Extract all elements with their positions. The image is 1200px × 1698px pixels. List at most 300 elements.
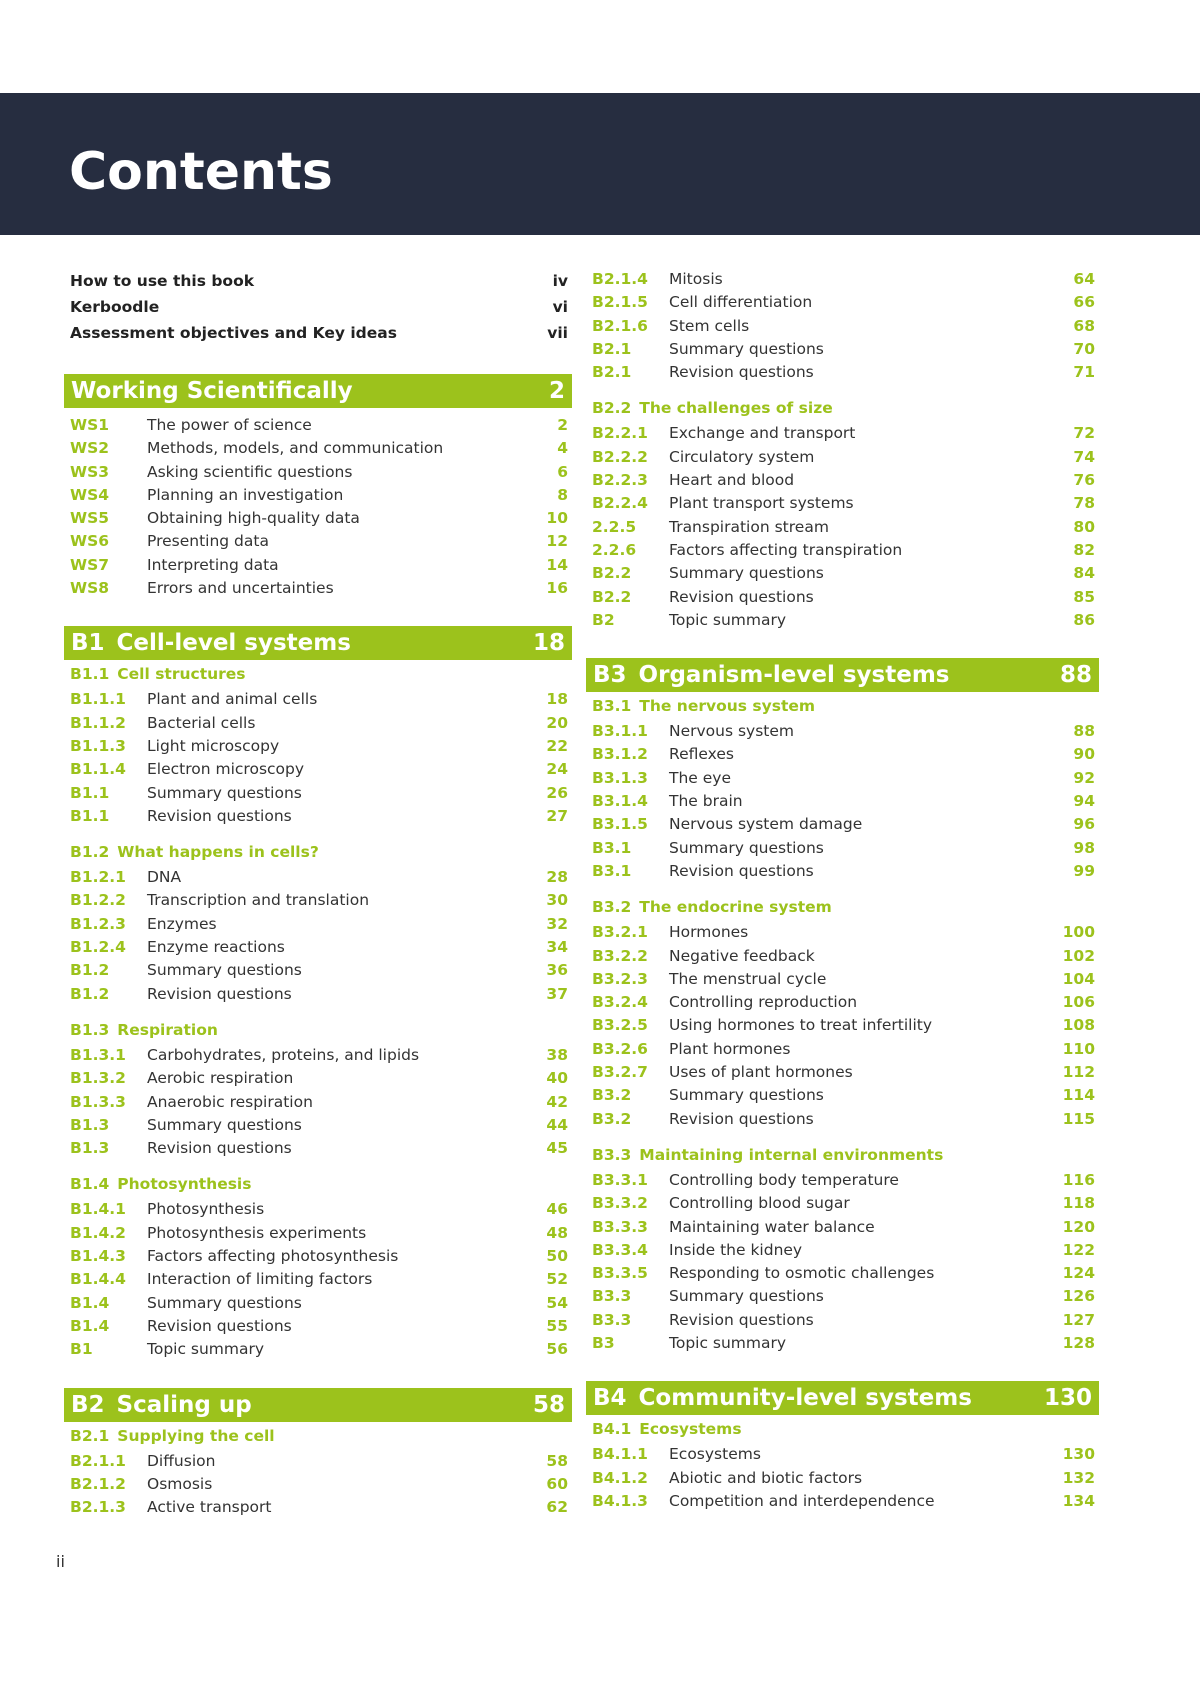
toc-entry-page: 118 xyxy=(1062,1194,1095,1213)
toc-entry[interactable] xyxy=(586,1443,1099,1466)
toc-entry-title: Topic summary xyxy=(147,1340,265,1359)
toc-entry[interactable] xyxy=(64,1268,572,1291)
toc-entry-page: 86 xyxy=(1073,610,1095,629)
toc-entry-page: 8 xyxy=(557,485,568,504)
toc-entry-title: Factors affecting transpiration xyxy=(669,540,903,559)
toc-entry[interactable] xyxy=(64,1044,572,1067)
toc-entry-code: B3.3.2 xyxy=(592,1194,648,1213)
toc-entry-title: Maintaining water balance xyxy=(669,1217,875,1236)
toc-entry-title: Presenting data xyxy=(147,532,269,551)
toc-entry[interactable] xyxy=(586,743,1099,766)
section-heading-b3-2[interactable]: B3.2 The endocrine system xyxy=(592,898,832,917)
toc-entry[interactable] xyxy=(586,1038,1099,1061)
toc-entry-title: Photosynthesis xyxy=(147,1200,265,1219)
toc-entry[interactable] xyxy=(586,1014,1099,1037)
toc-entry[interactable] xyxy=(64,484,572,507)
toc-entry-title: Hormones xyxy=(669,923,749,942)
toc-entry-code: WS3 xyxy=(70,462,110,481)
toc-entry-code: B1.3.1 xyxy=(70,1045,126,1064)
toc-entry[interactable] xyxy=(586,446,1099,469)
chapter-heading-b2[interactable]: B2 Scaling up 58 xyxy=(64,1388,572,1422)
toc-entry[interactable] xyxy=(64,688,572,711)
toc-entry-title: Summary questions xyxy=(147,1115,302,1134)
toc-entry-page: 30 xyxy=(546,891,568,910)
toc-entry-title: Summary questions xyxy=(669,564,824,583)
toc-entry-title: Revision questions xyxy=(669,861,814,880)
toc-entry[interactable] xyxy=(586,790,1099,813)
toc-entry[interactable] xyxy=(64,1198,572,1221)
toc-entry-page: 37 xyxy=(546,984,568,1003)
toc-entry-title: Heart and blood xyxy=(669,471,795,490)
toc-entry[interactable] xyxy=(586,315,1099,338)
toc-entry[interactable] xyxy=(64,507,572,530)
toc-entry-page: 126 xyxy=(1062,1287,1095,1306)
b1-3-list xyxy=(64,1044,572,1160)
toc-entry-page: 16 xyxy=(546,579,568,598)
toc-entry-title: Competition and interdependence xyxy=(669,1491,935,1510)
toc-entry-page: 45 xyxy=(546,1139,568,1158)
toc-entry[interactable] xyxy=(64,1245,572,1268)
toc-entry-page: 78 xyxy=(1073,494,1095,513)
toc-entry[interactable] xyxy=(586,921,1099,944)
toc-entry-title: Revision questions xyxy=(669,1310,814,1329)
toc-entry-page: 42 xyxy=(546,1092,568,1111)
section-heading-b3-3[interactable]: B3.3 Maintaining internal environments xyxy=(592,1145,944,1164)
toc-entry[interactable] xyxy=(64,1222,572,1245)
toc-left-column xyxy=(64,268,572,1519)
toc-entry-title: Obtaining high-quality data xyxy=(147,509,360,528)
toc-entry-code: B1.2.4 xyxy=(70,938,126,957)
toc-entry[interactable] xyxy=(586,1309,1099,1332)
toc-entry-code: WS6 xyxy=(70,532,110,551)
toc-entry-code: B1.2.1 xyxy=(70,868,126,887)
toc-entry-code: B2.1.3 xyxy=(70,1498,126,1517)
toc-entry-code: B3.1.4 xyxy=(592,792,648,811)
toc-entry-title: Light microscopy xyxy=(147,736,280,755)
toc-entry-page: 106 xyxy=(1062,993,1095,1012)
section-heading-b1-2[interactable]: B1.2 What happens in cells? xyxy=(70,843,319,862)
toc-entry[interactable] xyxy=(64,936,572,959)
toc-entry-title: Nervous system xyxy=(669,722,795,741)
toc-entry-page: 22 xyxy=(546,736,568,755)
toc-entry[interactable] xyxy=(586,469,1099,492)
toc-entry-title: Revision questions xyxy=(147,806,292,825)
toc-entry[interactable] xyxy=(586,720,1099,743)
toc-entry-code: B3.2 xyxy=(592,1086,632,1105)
toc-entry-title: Negative feedback xyxy=(669,946,815,965)
toc-entry[interactable] xyxy=(586,361,1099,384)
toc-entry-page: 88 xyxy=(1073,722,1095,741)
toc-entry-title: Summary questions xyxy=(147,961,302,980)
toc-entry[interactable] xyxy=(64,577,572,600)
toc-entry-code: B3.2.6 xyxy=(592,1039,648,1058)
toc-entry-code: B1.3.2 xyxy=(70,1069,126,1088)
toc-entry-title: Circulatory system xyxy=(669,447,815,466)
toc-entry-code: B2.1.6 xyxy=(592,316,648,335)
chapter-heading-b3[interactable]: B3 Organism-level systems 88 xyxy=(586,658,1099,692)
page-title: Contents xyxy=(69,142,333,202)
toc-entry-title: Revision questions xyxy=(147,1139,292,1158)
toc-entry-code: B2.2.4 xyxy=(592,494,648,513)
toc-entry-title: Summary questions xyxy=(147,1293,302,1312)
toc-entry[interactable] xyxy=(64,554,572,577)
toc-entry-page: 112 xyxy=(1062,1063,1095,1082)
toc-entry-title: Using hormones to treat infertility xyxy=(669,1016,933,1035)
toc-entry-code: B2.2 xyxy=(592,587,632,606)
toc-entry-page: 71 xyxy=(1073,363,1095,382)
toc-entry-code: B1.4 xyxy=(70,1293,110,1312)
toc-entry-page: 122 xyxy=(1062,1240,1095,1259)
toc-entry[interactable] xyxy=(586,968,1099,991)
toc-entry-page: 64 xyxy=(1073,270,1095,288)
toc-entry[interactable] xyxy=(586,338,1099,361)
toc-entry-code: B1.1.2 xyxy=(70,713,126,732)
toc-entry-title: Asking scientific questions xyxy=(147,462,353,481)
toc-entry-title: Summary questions xyxy=(669,1287,824,1306)
toc-entry-title: Mitosis xyxy=(669,270,723,288)
toc-entry-page: 36 xyxy=(546,961,568,980)
toc-entry[interactable] xyxy=(64,735,572,758)
toc-entry-title: The menstrual cycle xyxy=(669,969,827,988)
toc-entry[interactable] xyxy=(64,461,572,484)
toc-entry[interactable] xyxy=(64,1450,572,1473)
b3-3-list xyxy=(586,1169,1099,1355)
toc-entry-code: 2.2.5 xyxy=(592,517,637,536)
b1-4-list xyxy=(64,1198,572,1361)
toc-entry-page: 34 xyxy=(546,938,568,957)
toc-entry[interactable] xyxy=(586,1061,1099,1084)
toc-entry-page: 92 xyxy=(1073,768,1095,787)
toc-entry-title: Summary questions xyxy=(147,783,302,802)
toc-entry-title: Enzyme reactions xyxy=(147,938,285,957)
toc-entry-code: B4.1.2 xyxy=(592,1468,648,1487)
toc-entry-page: 76 xyxy=(1073,471,1095,490)
toc-entry-page: 110 xyxy=(1062,1039,1095,1058)
toc-entry-code: B3 xyxy=(592,1333,615,1352)
toc-entry-title: Plant transport systems xyxy=(669,494,854,513)
toc-entry[interactable] xyxy=(64,866,572,889)
toc-entry-code: B1 xyxy=(70,1340,93,1359)
toc-entry-code: B1.2 xyxy=(70,984,110,1003)
toc-entry-page: 80 xyxy=(1073,517,1095,536)
toc-entry-page: 62 xyxy=(546,1498,568,1517)
toc-entry-title: Controlling blood sugar xyxy=(669,1194,850,1213)
toc-entry-title: Exchange and transport xyxy=(669,424,856,443)
toc-entry[interactable] xyxy=(64,959,572,982)
toc-entry-title: The eye xyxy=(669,768,731,787)
toc-entry[interactable] xyxy=(586,1239,1099,1262)
toc-entry[interactable] xyxy=(586,991,1099,1014)
toc-entry[interactable] xyxy=(586,1084,1099,1107)
toc-entry-page: 116 xyxy=(1062,1170,1095,1189)
toc-entry-code: B2.1.2 xyxy=(70,1474,126,1493)
section-heading-b2-1[interactable]: B2.1 Supplying the cell xyxy=(70,1426,275,1445)
section-heading-b1-3[interactable]: B1.3 Respiration xyxy=(70,1020,218,1039)
toc-entry-title: Planning an investigation xyxy=(147,485,344,504)
ws-list xyxy=(64,414,572,600)
toc-entry-title: Electron microscopy xyxy=(147,760,305,779)
toc-entry[interactable] xyxy=(586,813,1099,836)
toc-entry[interactable] xyxy=(64,782,572,805)
toc-entry-code: B1.3 xyxy=(70,1139,110,1158)
toc-entry-page: 134 xyxy=(1062,1491,1095,1510)
toc-entry-page: 52 xyxy=(546,1270,568,1289)
toc-entry[interactable] xyxy=(64,913,572,936)
toc-entry-code: B2.2.3 xyxy=(592,471,648,490)
section-heading-b1-4[interactable]: B1.4 Photosynthesis xyxy=(70,1175,252,1194)
toc-entry-title: Errors and uncertainties xyxy=(147,579,334,598)
toc-entry-page: 27 xyxy=(546,806,568,825)
toc-entry-code: B4.1.3 xyxy=(592,1491,648,1510)
b3-2-list xyxy=(586,921,1099,1131)
toc-entry-title: Interaction of limiting factors xyxy=(147,1270,373,1289)
toc-entry-title: Anaerobic respiration xyxy=(147,1092,313,1111)
toc-entry-page: 82 xyxy=(1073,540,1095,559)
toc-entry[interactable] xyxy=(586,1332,1099,1355)
toc-entry-code: B1.1 xyxy=(70,783,110,802)
toc-entry-code: B3.2.2 xyxy=(592,946,648,965)
toc-entry-page: 124 xyxy=(1062,1264,1095,1283)
toc-entry-title: Revision questions xyxy=(147,1316,292,1335)
toc-entry[interactable] xyxy=(64,1114,572,1137)
toc-entry-code: B1.4.1 xyxy=(70,1200,126,1219)
toc-entry-page: 96 xyxy=(1073,815,1095,834)
toc-entry[interactable] xyxy=(586,492,1099,515)
toc-entry-code: B2.1.5 xyxy=(592,293,648,312)
toc-entry-title: Revision questions xyxy=(669,1109,814,1128)
toc-entry-code: B3.3 xyxy=(592,1287,632,1306)
toc-entry-title: Revision questions xyxy=(669,587,814,606)
toc-entry[interactable] xyxy=(586,1169,1099,1192)
section-heading-b3-1[interactable]: B3.1 The nervous system xyxy=(592,697,816,716)
toc-entry-page: 90 xyxy=(1073,745,1095,764)
toc-entry-page: 108 xyxy=(1062,1016,1095,1035)
toc-entry-page: 12 xyxy=(546,532,568,551)
toc-entry-code: B3.1.2 xyxy=(592,745,648,764)
toc-entry[interactable] xyxy=(586,586,1099,609)
toc-entry-page: 10 xyxy=(546,509,568,528)
toc-entry[interactable] xyxy=(64,889,572,912)
toc-entry[interactable] xyxy=(586,945,1099,968)
toc-entry-code: B2 xyxy=(592,610,615,629)
toc-entry-page: 66 xyxy=(1073,293,1095,312)
chapter-heading-ws[interactable]: Working Scientifically 2 xyxy=(64,374,572,408)
toc-entry[interactable] xyxy=(64,1338,572,1361)
toc-entry[interactable] xyxy=(64,983,572,1006)
toc-entry-title: Transpiration stream xyxy=(669,517,829,536)
toc-entry[interactable] xyxy=(586,539,1099,562)
toc-entry-code: B2.2 xyxy=(592,564,632,583)
toc-entry-title: Ecosystems xyxy=(669,1445,761,1464)
front-matter-row[interactable]: Assessment objectives and Key ideas vii xyxy=(70,324,568,342)
toc-entry-code: B1.4.3 xyxy=(70,1247,126,1266)
toc-entry-page: 68 xyxy=(1073,316,1095,335)
toc-entry-code: B2.1 xyxy=(592,339,632,358)
toc-entry[interactable] xyxy=(64,1137,572,1160)
toc-entry-page: 54 xyxy=(546,1293,568,1312)
b1-2-list xyxy=(64,866,572,1006)
toc-entry-code: 2.2.6 xyxy=(592,540,637,559)
toc-entry[interactable] xyxy=(586,767,1099,790)
toc-entry-code: B1.3 xyxy=(70,1115,110,1134)
toc-entry-title: Summary questions xyxy=(669,838,824,857)
toc-entry-title: Interpreting data xyxy=(147,555,279,574)
toc-entry-code: B3.2 xyxy=(592,1109,632,1128)
toc-entry[interactable] xyxy=(586,1108,1099,1131)
toc-entry[interactable] xyxy=(64,758,572,781)
chapter-heading-b4[interactable]: B4 Community-level systems 130 xyxy=(586,1381,1099,1415)
toc-entry[interactable] xyxy=(586,562,1099,585)
toc-entry-code: B3.2.1 xyxy=(592,923,648,942)
toc-entry-page: 6 xyxy=(557,462,568,481)
toc-entry-title: Plant and animal cells xyxy=(147,690,318,709)
toc-entry-title: Topic summary xyxy=(669,610,787,629)
toc-entry-page: 84 xyxy=(1073,564,1095,583)
toc-entry[interactable] xyxy=(586,1262,1099,1285)
toc-entry-code: WS7 xyxy=(70,555,110,574)
section-heading-b4-1[interactable]: B4.1 Ecosystems xyxy=(592,1420,742,1439)
b3-1-list xyxy=(586,720,1099,883)
toc-entry-code: WS4 xyxy=(70,485,110,504)
b4-1-list xyxy=(586,1443,1099,1513)
toc-entry-code: B3.2.4 xyxy=(592,993,648,1012)
toc-entry-code: B2.1.4 xyxy=(592,270,648,288)
toc-entry-page: 94 xyxy=(1073,792,1095,811)
front-matter-row[interactable]: Kerboodle vi xyxy=(70,298,568,316)
toc-entry-code: B3.3.4 xyxy=(592,1240,648,1259)
toc-entry-title: Revision questions xyxy=(669,363,814,382)
toc-entry-title: Factors affecting photosynthesis xyxy=(147,1247,399,1266)
toc-entry-title: Osmosis xyxy=(147,1474,213,1493)
toc-entry-title: Photosynthesis experiments xyxy=(147,1223,367,1242)
toc-entry-page: 48 xyxy=(546,1223,568,1242)
toc-entry[interactable] xyxy=(64,414,572,437)
section-heading-b1-1[interactable]: B1.1 Cell structures xyxy=(70,665,246,684)
page-number: ii xyxy=(56,1552,65,1571)
toc-entry-code: B1.4 xyxy=(70,1316,110,1335)
toc-entry-code: B3.1 xyxy=(592,861,632,880)
toc-right-column xyxy=(586,268,1099,1513)
toc-entry-page: 98 xyxy=(1073,838,1095,857)
toc-entry-page: 60 xyxy=(546,1474,568,1493)
toc-entry-page: 128 xyxy=(1062,1333,1095,1352)
toc-entry-code: B1.4.2 xyxy=(70,1223,126,1242)
toc-entry[interactable] xyxy=(64,1315,572,1338)
chapter-heading-b1[interactable]: B1 Cell-level systems 18 xyxy=(64,626,572,660)
toc-entry-page: 130 xyxy=(1062,1445,1095,1464)
toc-entry-code: B2.1.1 xyxy=(70,1451,126,1470)
toc-entry-code: B3.2.5 xyxy=(592,1016,648,1035)
toc-entry-page: 32 xyxy=(546,914,568,933)
toc-entry-code: B1.4.4 xyxy=(70,1270,126,1289)
toc-entry-code: B3.3.1 xyxy=(592,1170,648,1189)
toc-entry-code: B3.1.1 xyxy=(592,722,648,741)
toc-entry-title: Inside the kidney xyxy=(669,1240,803,1259)
toc-entry[interactable] xyxy=(586,291,1099,314)
toc-entry[interactable] xyxy=(586,422,1099,445)
toc-entry-title: Enzymes xyxy=(147,914,217,933)
toc-entry-code: B1.1.1 xyxy=(70,690,126,709)
toc-entry-code: WS2 xyxy=(70,439,110,458)
b2-2-list xyxy=(586,422,1099,632)
toc-entry-code: WS5 xyxy=(70,509,110,528)
toc-entry-code: WS1 xyxy=(70,416,110,434)
toc-entry-code: B2.2.1 xyxy=(592,424,648,443)
toc-entry-code: B4.1.1 xyxy=(592,1445,648,1464)
toc-entry-code: B2.1 xyxy=(592,363,632,382)
toc-entry-page: 102 xyxy=(1062,946,1095,965)
toc-entry-page: 55 xyxy=(546,1316,568,1335)
toc-entry[interactable] xyxy=(64,712,572,735)
toc-entry-page: 104 xyxy=(1062,969,1095,988)
toc-entry[interactable] xyxy=(586,1216,1099,1239)
toc-entry-page: 120 xyxy=(1062,1217,1095,1236)
toc-entry-code: B3.1.3 xyxy=(592,768,648,787)
b1-1-list xyxy=(64,688,572,828)
toc-entry-page: 28 xyxy=(546,868,568,887)
toc-entry[interactable] xyxy=(586,516,1099,539)
toc-entry-title: Responding to osmotic challenges xyxy=(669,1264,935,1283)
toc-entry[interactable] xyxy=(64,1496,572,1519)
toc-entry-title: Aerobic respiration xyxy=(147,1069,294,1088)
toc-entry-page: 127 xyxy=(1062,1310,1095,1329)
toc-entry-title: Plant hormones xyxy=(669,1039,791,1058)
toc-entry-title: DNA xyxy=(147,868,182,887)
toc-entry[interactable] xyxy=(586,860,1099,883)
toc-entry[interactable] xyxy=(64,1091,572,1114)
section-heading-b2-2[interactable]: B2.2 The challenges of size xyxy=(592,399,833,418)
toc-entry-title: Nervous system damage xyxy=(669,815,863,834)
toc-entry-title: Uses of plant hormones xyxy=(669,1063,853,1082)
toc-entry[interactable] xyxy=(64,437,572,460)
toc-entry-page: 18 xyxy=(546,690,568,709)
toc-entry[interactable] xyxy=(586,268,1099,291)
toc-entry[interactable] xyxy=(64,1067,572,1090)
toc-entry[interactable] xyxy=(64,1292,572,1315)
toc-entry-code: B3.3.5 xyxy=(592,1264,648,1283)
toc-entry[interactable] xyxy=(586,609,1099,632)
toc-entry-page: 114 xyxy=(1062,1086,1095,1105)
toc-entry-title: Methods, models, and communication xyxy=(147,439,444,458)
toc-entry-page: 74 xyxy=(1073,447,1095,466)
toc-entry-page: 38 xyxy=(546,1045,568,1064)
toc-entry-title: Summary questions xyxy=(669,339,824,358)
toc-entry-title: Topic summary xyxy=(669,1333,787,1352)
b2-1-cont-list xyxy=(586,268,1099,384)
toc-entry-code: B3.1 xyxy=(592,838,632,857)
front-matter-row[interactable]: How to use this book iv xyxy=(70,272,568,290)
toc-entry[interactable] xyxy=(64,530,572,553)
toc-entry-page: 14 xyxy=(546,555,568,574)
toc-entry[interactable] xyxy=(64,805,572,828)
toc-entry-code: B3.3.3 xyxy=(592,1217,648,1236)
toc-entry-page: 24 xyxy=(546,760,568,779)
toc-entry[interactable] xyxy=(586,1285,1099,1308)
toc-entry-code: B3.2.7 xyxy=(592,1063,648,1082)
toc-entry-code: B1.1.4 xyxy=(70,760,126,779)
toc-entry[interactable] xyxy=(586,1192,1099,1215)
toc-entry-page: 46 xyxy=(546,1200,568,1219)
toc-entry-code: B3.3 xyxy=(592,1310,632,1329)
toc-entry[interactable] xyxy=(64,1473,572,1496)
toc-entry-title: The power of science xyxy=(147,416,312,434)
toc-entry-title: Stem cells xyxy=(669,316,750,335)
toc-entry-code: B1.2 xyxy=(70,961,110,980)
toc-entry-code: B1.1 xyxy=(70,806,110,825)
toc-entry[interactable] xyxy=(586,1490,1099,1513)
toc-entry[interactable] xyxy=(586,837,1099,860)
toc-entry[interactable] xyxy=(586,1467,1099,1490)
